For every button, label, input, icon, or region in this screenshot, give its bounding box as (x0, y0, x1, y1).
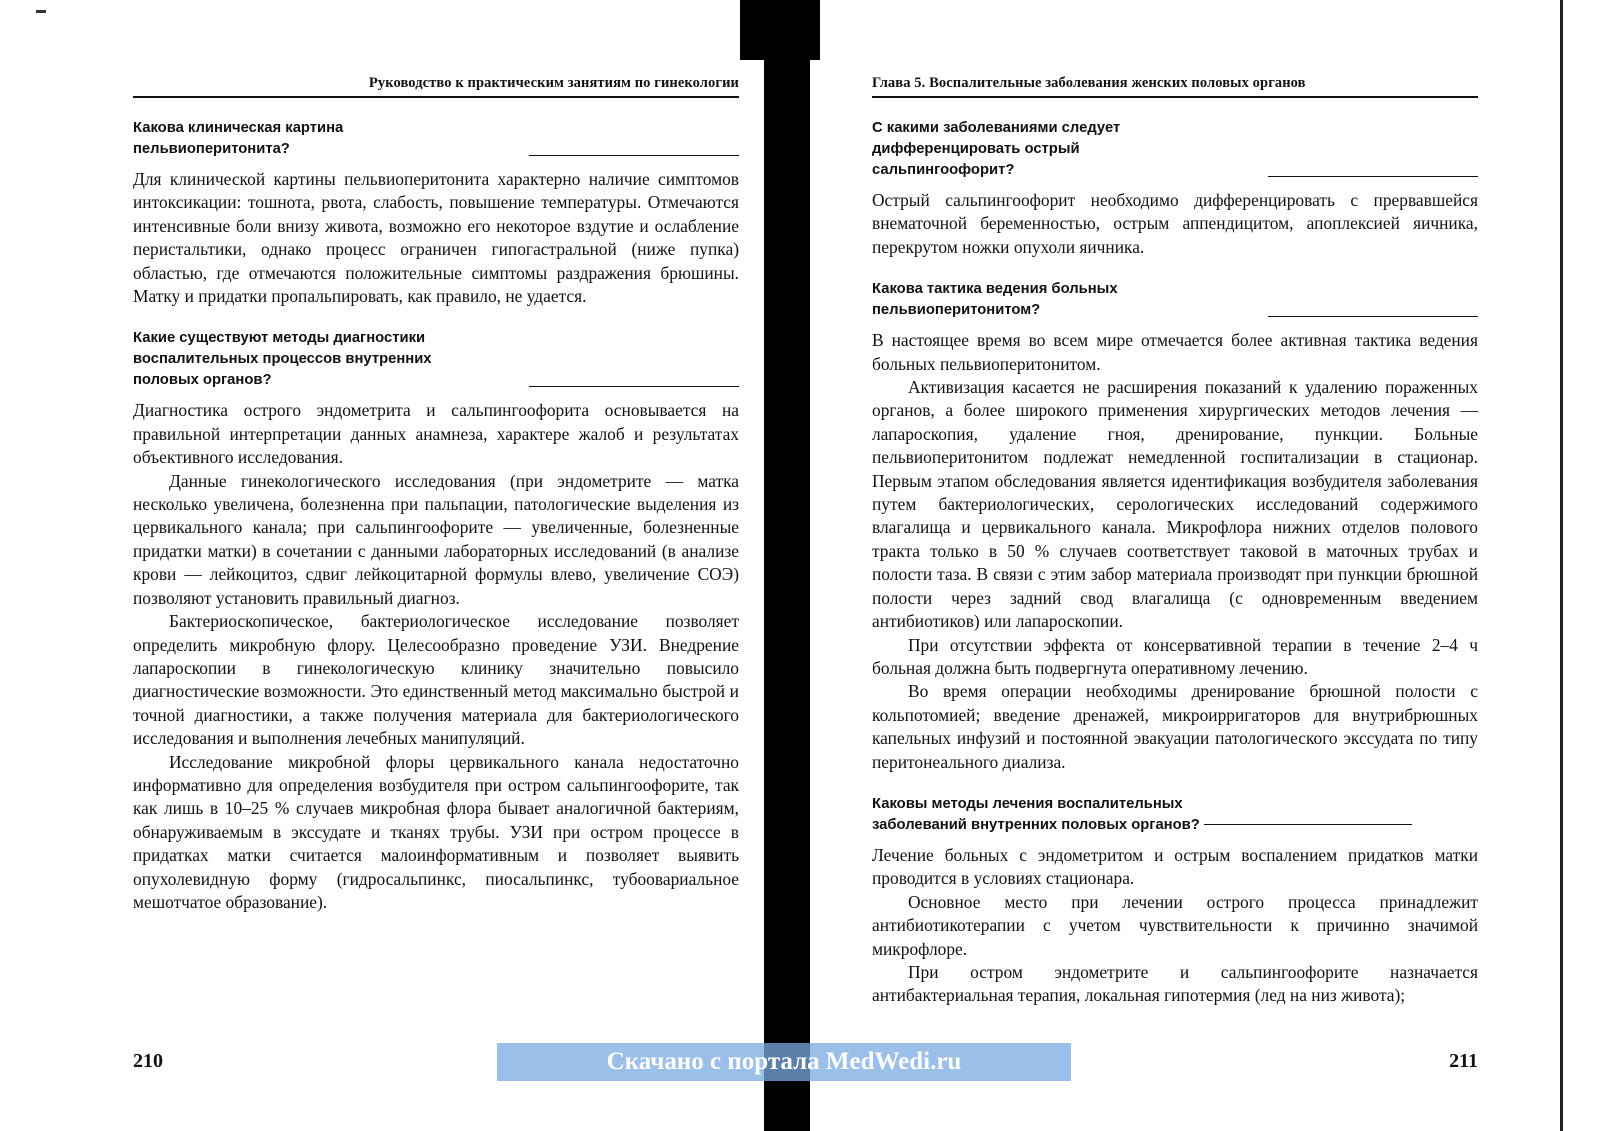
body-paragraph: Активизация касается не расширения показаний к удалению пораженных органов, а более широкого применения хирургических методов лечения — лапароскопия, удаление гноя, дренирование, пункции. Больные пельвиоперитонитом подлежат немедленной госпитализации в стационар. Первым этапом обследования является идентификация возбудителя заболевания путем бактериологических, серологических исследований содержимого влагалища и цервикального канала. Микрофлора нижних отделов полового тракта только в 50 % случаев соответствует таковой в маточных трубах и полости таза. В связи с этим забор материала производят при пункции брюшной полости через задний свод влагалища (с одновременным введением антибиотиков) или лапароскопии. (872, 377, 1478, 632)
question-line: сальпингоофорит? (872, 162, 1015, 178)
question-heading (872, 279, 1478, 321)
body-paragraph: В настоящее время во всем мире отмечается более активная тактика ведения больных пельвиоперитонитом. (872, 330, 1478, 374)
body-paragraph: Исследование микробной флоры цервикального канала недостаточно информативно для определения возбудителя при остром сальпингоофорите, так как лишь в 10–25 % случаев микробная флора бывает аналогичной бактериям, обнаруживаемым в экссудате и тканях трубы. УЗИ при остром процессе в придатках матки считается малоинформативным и позволяет выявить опухолевидную форму (гидросальпинкс, пиосальпинкс, тубоовариальное мешотчатое образование). (133, 751, 739, 912)
question-line: воспалительных процессов внутренних (133, 351, 432, 368)
heading-rule (1268, 176, 1478, 177)
scan-mark (36, 10, 46, 13)
question-line: Каковы методы лечения воспалительных (872, 795, 1183, 812)
question-line: половых органов? (133, 372, 272, 389)
heading-rule (1268, 316, 1478, 317)
page-number: 211 (1449, 1050, 1478, 1072)
body-paragraph: Для клинической картины пельвиоперитонита характерно наличие симптомов интоксикации: тошнота, рвота, слабость, повышение температуры. Отмечаются интенсивные боли внизу живота, возможно его некоторое вздутие и ослабление перистальтики, однако процесс ограничен гипогастральной (ниже пупка) областью, где отмечаются положительные симптомы раздражения брюшины. Матку и придатки пропальпировать, как правило, не удается. (133, 169, 739, 307)
page-edge-line (1560, 0, 1563, 1131)
heading-rule (529, 386, 739, 387)
body-paragraph: Острый сальпингоофорит необходимо дифференцировать с прервавшейся внематочной беременностью, острым аппендицитом, апоплексией яичника, перекрутом ножки опухоли яичника. (872, 190, 1478, 257)
question-line: С какими заболеваниями следует (872, 120, 1121, 136)
question-line: пельвиоперитонитом? (872, 302, 1041, 319)
left-page-content (133, 118, 739, 914)
book-gutter-shadow (764, 0, 810, 1131)
question-heading (133, 118, 739, 160)
left-running-head: Руководство к практическим занятиям по гинекологии (133, 75, 739, 98)
question-line: Какие существуют методы диагностики (133, 330, 426, 347)
body-paragraph: Лечение больных с эндометритом и острым воспалением придатков матки проводится в условиях стационара. (872, 844, 1478, 889)
question-line: Какова клиническая картина (133, 120, 344, 136)
heading-rule (529, 155, 739, 156)
question-line: дифференцировать острый (872, 141, 1080, 157)
right-running-head: Глава 5. Воспалительные заболевания женских половых органов (872, 75, 1478, 98)
body-paragraph: Данные гинекологического исследования (при эндометрите — матка несколько увеличена, болезненна при пальпации, патологические выделения из цервикального канала; при сальпингоофорите — увеличенные, болезненные придатки матки) в сочетании с данными лабораторных исследований (в анализе крови — лейкоцитоз, сдвиг лейкоцитарной формулы влево, увеличение СОЭ) позволяют установить правильный диагноз. (133, 470, 739, 608)
heading-rule (1204, 824, 1412, 825)
body-paragraph: Во время операции необходимы дренирование брюшной полости с кольпотомией; введение дренажей, микроирригаторов для внутрибрюшных капельных инфузий и постоянной эвакуации патологического экссудата по типу перитонеального диализа. (872, 681, 1478, 772)
question-heading (872, 794, 1478, 836)
question-line: Какова тактика ведения больных (872, 281, 1118, 298)
body-paragraph: При отсутствии эффекта от консервативной терапии в течение 2–4 ч больная должна быть подвергнута оперативному лечению. (872, 634, 1478, 678)
body-paragraph: Основное место при лечении острого процесса принадлежит антибиотикотерапии с учетом чувствительности к причинно значимой микрофлоре. (872, 891, 1478, 959)
page-number: 210 (133, 1050, 163, 1072)
body-paragraph: Бактериоскопическое, бактериологическое исследование позволяет определить микробную флору. Целесообразно проведение УЗИ. Внедрение лапароскопии в гинекологическую клинику значительно повысило диагностические возможности. Это единственный метод максимально быстрой и точной диагностики, а также получения материала для бактериологического исследования и выполнения лечебных манипуляций. (133, 611, 739, 749)
body-paragraph: Диагностика острого эндометрита и сальпингоофорита основывается на правильной интерпретации данных анамнеза, характере жалоб и результатах объективного исследования. (133, 400, 739, 468)
question-heading (133, 328, 739, 391)
body-paragraph: При остром эндометрите и сальпингоофорите назначается антибактериальная терапия, локальная гипотермия (лед на низ живота); (872, 961, 1478, 1006)
question-line: пельвиоперитонита? (133, 141, 290, 157)
question-heading (872, 118, 1478, 181)
right-page-content (872, 118, 1478, 1008)
question-line: заболеваний внутренних половых органов? (872, 816, 1200, 833)
watermark-banner: Скачано с портала MedWedi.ru (497, 1043, 1071, 1081)
